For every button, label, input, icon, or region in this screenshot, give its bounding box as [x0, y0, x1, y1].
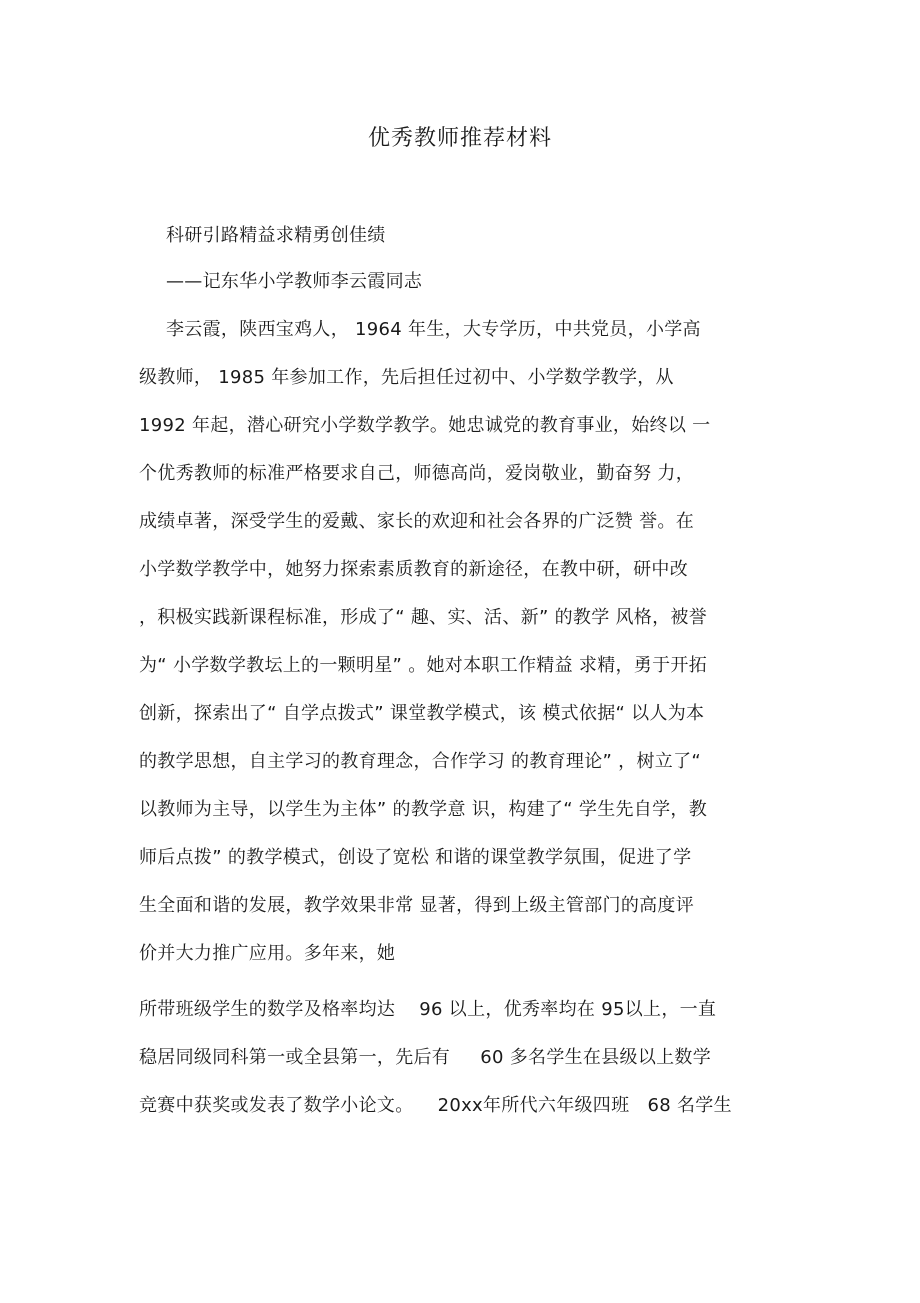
- body-line: 成绩卓著，深受学生的爱戴、家长的欢迎和社会各界的广泛赞 誉。在: [139, 511, 695, 532]
- body-line: 为“ 小学数学教坛上的一颗明星” 。她对本职工作精益 求精，勇于开拓: [139, 655, 708, 676]
- body-line: 稳居同级同科第一或全县第一，先后有 60 多名学生在县级以上数学: [139, 1047, 712, 1068]
- body-line: ，积极实践新课程标准，形成了“ 趣、实、活、新” 的教学 风格，被誉: [139, 607, 708, 628]
- body-line: 小学数学教学中，她努力探索素质教育的新途径，在教中研，研中改: [139, 559, 688, 580]
- body-line: 生全面和谐的发展，教学效果非常 显著，得到上级主管部门的高度评: [139, 895, 695, 916]
- body-line: 竞赛中获奖或发表了数学小论文。 20xx年所代六年级四班 68 名学生: [139, 1095, 732, 1116]
- body-line: 师后点拨” 的教学模式，创设了宽松 和谐的课堂教学氛围，促进了学: [139, 847, 692, 868]
- body-line: 价并大力推广应用。多年来，她: [139, 943, 396, 964]
- body-line: 级教师， 1985 年参加工作，先后担任过初中、小学数学教学，从: [139, 367, 674, 388]
- body-line: 以教师为主导，以学生为主体” 的教学意 识，构建了“ 学生先自学，教: [139, 799, 708, 820]
- body-line: 1992 年起，潜心研究小学数学教学。她忠诚党的教育事业，始终以 一: [139, 415, 711, 436]
- body-line: 创新，探索出了“ 自学点拨式” 课堂教学模式，该 模式依据“ 以人为本: [139, 703, 705, 724]
- document-title: 优秀教师推荐材料: [367, 126, 552, 151]
- document-byline: ——记东华小学教师李云霞同志: [166, 271, 423, 292]
- body-line: 个优秀教师的标准严格要求自己，师德高尚，爱岗敬业，勤奋努 力，: [139, 463, 695, 484]
- body-line: 李云霞，陕西宝鸡人， 1964 年生，大专学历，中共党员，小学高: [166, 319, 701, 340]
- body-line: 的教学思想，自主学习的教育理念，合作学习 的教育理论” ，树立了“: [139, 751, 701, 772]
- body-line: 所带班级学生的数学及格率均达 96 以上，优秀率均在 95以上，一直: [139, 999, 717, 1020]
- document-subtitle: 科研引路精益求精勇创佳绩: [166, 225, 386, 246]
